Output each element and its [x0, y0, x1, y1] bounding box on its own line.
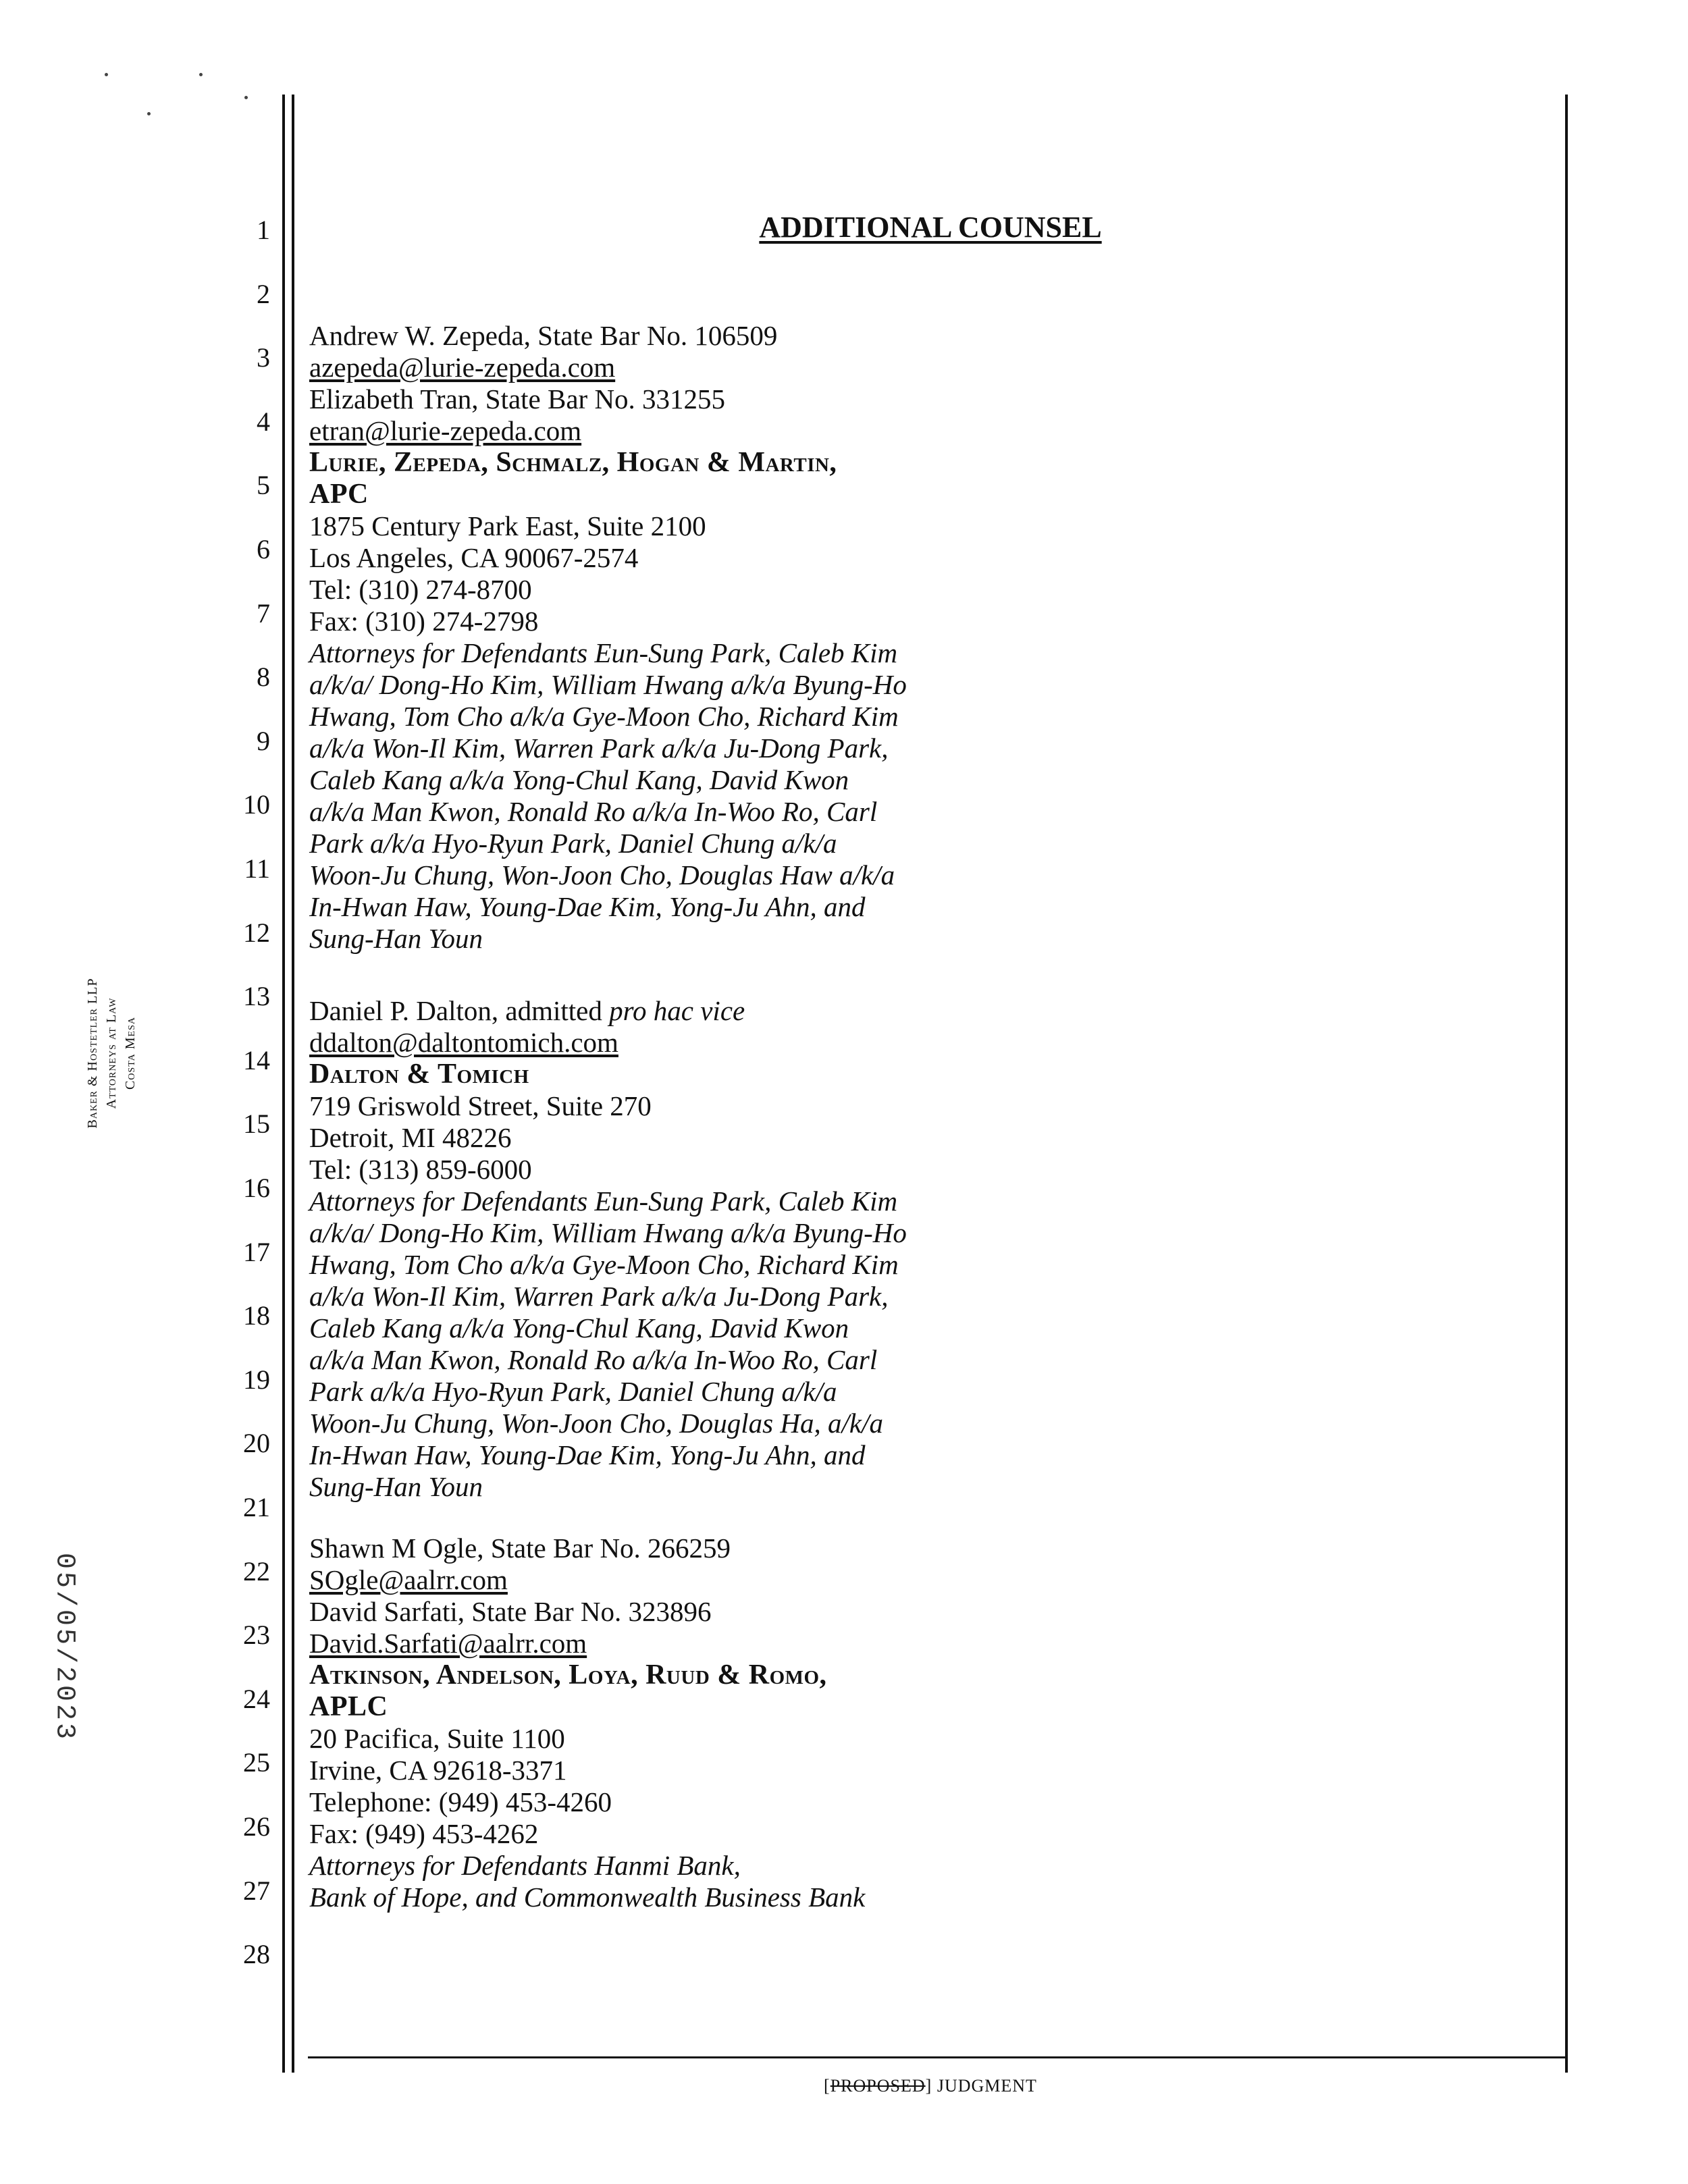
footer-struck-word: PROPOSED — [830, 2076, 926, 2096]
scan-speck — [244, 96, 248, 99]
right-margin-rule — [1565, 95, 1568, 2073]
attorney-name: Andrew W. Zepeda, State Bar No. 106509 — [309, 320, 778, 351]
left-margin-rule-inner — [292, 95, 294, 2073]
firm-fax: Fax: (949) 453-4262 — [309, 1818, 539, 1849]
sidebar-firm-name: Baker & Hostetler LLP — [85, 978, 100, 1129]
firm-address-city: Detroit, MI 48226 — [309, 1122, 512, 1153]
attorney-name-line — [309, 995, 1390, 1027]
footer-bracket-open: [ — [824, 2076, 830, 2096]
firm-fax: Fax: (310) 274-2798 — [309, 606, 539, 637]
firm-address-street: 1875 Century Park East, Suite 2100 — [309, 510, 706, 541]
line-number: 24 — [243, 1683, 270, 1714]
attorney-name: Elizabeth Tran, State Bar No. 331255 — [309, 383, 726, 415]
attorney-email-link[interactable]: SOgle@aalrr.com — [309, 1564, 508, 1595]
firm-address-city: Los Angeles, CA 90067-2574 — [309, 542, 639, 573]
line-number: 12 — [243, 917, 270, 948]
attorney-email-link[interactable]: ddalton@daltontomich.com — [309, 1027, 618, 1058]
firm-name-suffix: APC — [309, 479, 369, 510]
line-number: 8 — [257, 662, 270, 693]
firm-name: Atkinson, Andelson, Loya, Ruud & Romo, — [309, 1659, 827, 1690]
firm-telephone: Tel: (310) 274-8700 — [309, 574, 532, 605]
firm-address-street: 20 Pacifica, Suite 1100 — [309, 1723, 565, 1754]
line-number: 14 — [243, 1044, 270, 1075]
attorney-name: David Sarfati, State Bar No. 323896 — [309, 1596, 712, 1627]
represented-parties: Attorneys for Defendants Eun-Sung Park, Caleb Kim a/k/a/ Dong-Ho Kim, William Hwang a/k/a Byung-Ho Hwang, Tom Cho a/k/a Gye-Moon Cho, Richard Kim a/k/a Won-Il Kim, Warren Park a/k/a Ju-Dong Park, Caleb Kang a/k/a Yong-Chul Kang, David Kwon a/k/a Man Kwon, Ronald Ro a/k/a In-Woo Ro, Carl Park a/k/a Hyo-Ryun Park, Daniel Chung a/k/a Woon-Ju Chung, Won-Joon Cho, Douglas Ha, a/k/a In-Hwan Haw, Young-Dae Kim, Yong-Ju Ahn, and Sung-Han Youn — [309, 1186, 907, 1502]
line-number: 23 — [243, 1620, 270, 1651]
line-number: 19 — [243, 1364, 270, 1395]
admission-status: pro hac vice — [609, 995, 745, 1026]
sidebar-firm-descriptor: Attorneys at Law — [104, 997, 119, 1109]
scan-speck — [105, 73, 108, 76]
firm-name: Lurie, Zepeda, Schmalz, Hogan & Martin, — [309, 447, 837, 478]
sidebar-firm-city: Costa Mesa — [123, 1017, 138, 1090]
attorney-email-link[interactable]: azepeda@lurie-zepeda.com — [309, 352, 616, 383]
line-number: 18 — [243, 1300, 270, 1331]
line-number: 26 — [243, 1811, 270, 1842]
document-footer — [309, 2076, 1552, 2096]
line-number: 9 — [257, 725, 270, 756]
counsel-block-dalton-tomich — [309, 995, 1390, 1503]
line-number: 1 — [257, 215, 270, 245]
line-number: 5 — [257, 470, 270, 501]
line-number: 6 — [257, 534, 270, 564]
line-number: 7 — [257, 597, 270, 629]
counsel-block-atkinson-andelson — [309, 1533, 1390, 1913]
firm-telephone: Tel: (313) 859-6000 — [309, 1154, 532, 1185]
line-number: 3 — [257, 342, 270, 373]
line-number: 2 — [257, 278, 270, 309]
line-number: 22 — [243, 1555, 270, 1587]
represented-parties: Attorneys for Defendants Eun-Sung Park, Caleb Kim a/k/a/ Dong-Ho Kim, William Hwang a/k/a Byung-Ho Hwang, Tom Cho a/k/a Gye-Moon Cho, Richard Kim a/k/a Won-Il Kim, Warren Park a/k/a Ju-Dong Park, Caleb Kang a/k/a Yong-Chul Kang, David Kwon a/k/a Man Kwon, Ronald Ro a/k/a In-Woo Ro, Carl Park a/k/a Hyo-Ryun Park, Daniel Chung a/k/a Woon-Ju Chung, Won-Joon Cho, Douglas Haw a/k/a In-Hwan Haw, Young-Dae Kim, Yong-Ju Ahn, and Sung-Han Youn — [309, 637, 907, 954]
firm-name: Dalton & Tomich — [309, 1059, 529, 1090]
firm-address-street: 719 Griswold Street, Suite 270 — [309, 1090, 652, 1121]
line-number: 20 — [243, 1428, 270, 1459]
attorney-name: Daniel P. Dalton, admitted — [309, 995, 610, 1026]
line-number: 17 — [243, 1236, 270, 1267]
attorney-email-link[interactable]: David.Sarfati@aalrr.com — [309, 1628, 587, 1659]
line-number: 16 — [243, 1173, 270, 1203]
scan-speck — [147, 112, 151, 115]
firm-telephone: Telephone: (949) 453-4260 — [309, 1786, 612, 1817]
line-number: 27 — [243, 1875, 270, 1906]
line-number: 25 — [243, 1747, 270, 1778]
represented-parties: Attorneys for Defendants Hanmi Bank, Bank of Hope, and Commonwealth Business Bank — [309, 1850, 866, 1913]
line-number: 4 — [257, 406, 270, 437]
counsel-block-lurie-zepeda — [309, 320, 1390, 955]
scan-speck — [199, 73, 203, 76]
line-number: 28 — [243, 1939, 270, 1970]
firm-sidebar-vertical — [83, 978, 140, 1129]
line-number: 13 — [243, 981, 270, 1012]
footer-rule — [308, 2056, 1565, 2058]
line-number: 21 — [243, 1492, 270, 1522]
attorney-name: Shawn M Ogle, State Bar No. 266259 — [309, 1533, 731, 1564]
document-date-stamp: 05/05/2023 — [49, 1552, 80, 1742]
page-title: ADDITIONAL COUNSEL — [759, 211, 1102, 244]
line-number: 15 — [243, 1109, 270, 1140]
firm-name-suffix: APLC — [309, 1691, 388, 1722]
footer-label: JUDGMENT — [937, 2076, 1037, 2096]
line-number: 10 — [243, 789, 270, 820]
left-margin-rule — [282, 95, 285, 2073]
footer-bracket-close: ] — [925, 2076, 937, 2096]
firm-address-city: Irvine, CA 92618-3371 — [309, 1755, 567, 1786]
attorney-email-link[interactable]: etran@lurie-zepeda.com — [309, 415, 582, 446]
line-number: 11 — [244, 853, 270, 884]
